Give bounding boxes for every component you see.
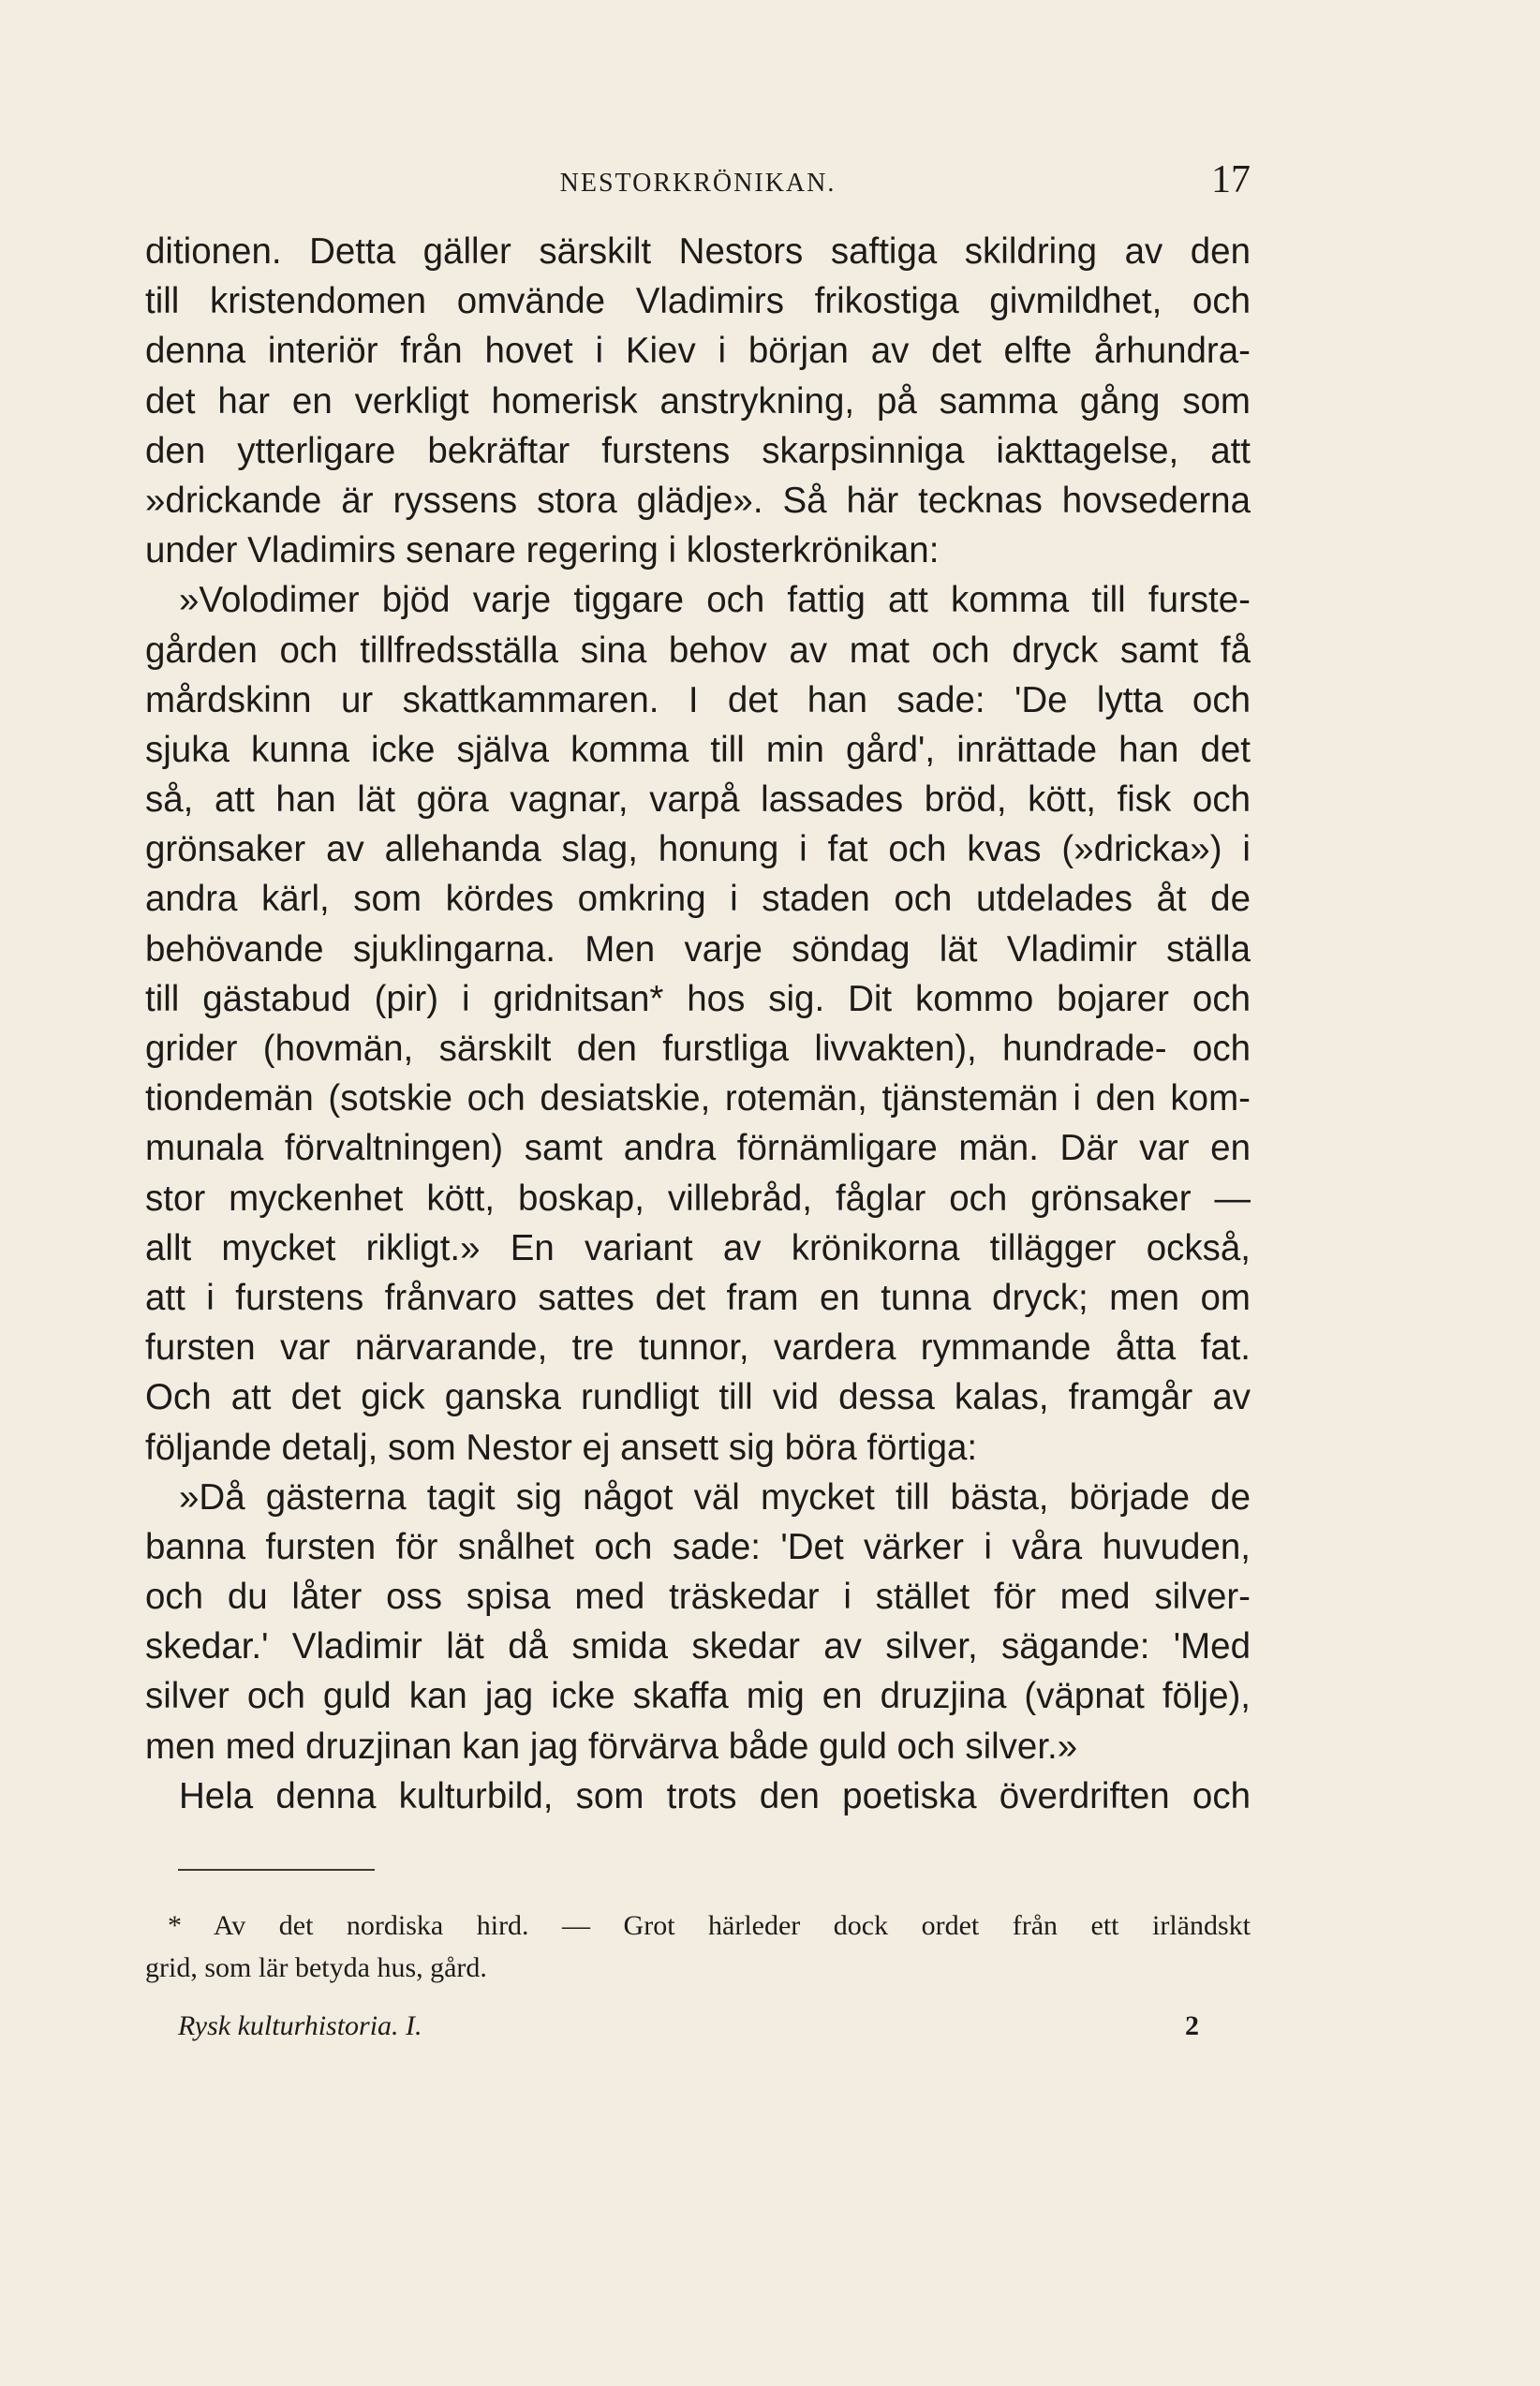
text-line: gården och tillfredsställa sina behov av mat och dryck samt få <box>145 630 1251 671</box>
text-line: följande detalj, som Nestor ej ansett sig böra förtiga: <box>145 1427 978 1468</box>
sheet-number: 2 <box>1185 2010 1199 2041</box>
printer-signature: Rysk kulturhistoria. I. <box>178 2010 422 2041</box>
text-line: den ytterligare bekräftar furstens skarpsinniga iakttagelse, att <box>145 430 1251 471</box>
text-line: mårdskinn ur skattkammaren. I det han sade: 'De lytta och <box>145 679 1251 720</box>
footnote-line: * Av det nordiska hird. — Grot härleder dock ordet från ett irländskt <box>168 1910 1251 1941</box>
text-line: »Då gästerna tagit sig något väl mycket till bästa, började de <box>179 1476 1251 1518</box>
text-line: Hela denna kulturbild, som trots den poetiska överdriften och <box>179 1775 1251 1816</box>
text-line: denna interiör från hovet i Kiev i början av det elfte århundra- <box>145 331 1251 372</box>
text-line: andra kärl, som kördes omkring i staden och utdelades åt de <box>145 879 1251 920</box>
text-line: stor myckenhet kött, boskap, villebråd, fåglar och grönsaker — <box>145 1178 1251 1219</box>
page-footer <box>178 2010 1199 2052</box>
text-line: fursten var närvarande, tre tunnor, vardera rymmande åtta fat. <box>145 1327 1251 1369</box>
text-line: silver och guld kan jag icke skaffa mig en druzjina (väpnat följe), <box>145 1676 1251 1717</box>
text-line: sjuka kunna icke själva komma till min gård', inrättade han det <box>145 729 1251 770</box>
footnote-line: grid, som lär betyda hus, gård. <box>145 1952 487 1983</box>
text-line: »drickande är ryssens stora glädje». Så här tecknas hovsederna <box>145 480 1251 521</box>
text-line: det har en verkligt homerisk anstrykning, på samma gång som <box>145 380 1251 422</box>
text-line: och du låter oss spisa med träskedar i stället för med silver- <box>145 1577 1251 1618</box>
text-line: banna fursten för snålhet och sade: 'Det värker i våra huvuden, <box>145 1526 1251 1567</box>
text-line: grider (hovmän, särskilt den furstliga livvakten), hundrade- och <box>145 1029 1251 1069</box>
running-head: NESTORKRÖNIKAN. <box>559 169 837 198</box>
text-line: allt mycket rikligt.» En variant av krönikorna tillägger också, <box>145 1227 1251 1268</box>
text-line: skedar.' Vladimir lät då smida skedar av silver, sägande: 'Med <box>145 1626 1251 1667</box>
text-line: munala förvaltningen) samt andra förnämligare män. Där var en <box>145 1128 1251 1169</box>
page-header <box>145 157 1251 214</box>
page-number: 17 <box>1211 158 1251 201</box>
footnote <box>145 1904 1251 1989</box>
text-line: så, att han lät göra vagnar, varpå lassades bröd, kött, fisk och <box>145 779 1251 821</box>
text-line: tiondemän (sotskie och desiatskie, rotemän, tjänstemän i den kom- <box>145 1078 1251 1119</box>
text-line: Och att det gick ganska rundligt till vid dessa kalas, framgår av <box>145 1377 1251 1418</box>
text-line: behövande sjuklingarna. Men varje söndag lät Vladimir ställa <box>145 928 1251 970</box>
text-line: till kristendomen omvände Vladimirs frikostiga givmildhet, och <box>145 281 1251 322</box>
footnote-divider <box>178 1869 375 1871</box>
body-text <box>145 227 1251 1821</box>
text-line: grönsaker av allehanda slag, honung i fat och kvas (»dricka») i <box>145 829 1251 870</box>
text-line: ditionen. Detta gäller särskilt Nestors saftiga skildring av den <box>145 231 1251 272</box>
text-line: att i furstens frånvaro sattes det fram en tunna dryck; men om <box>145 1277 1251 1318</box>
text-line: till gästabud (pir) i gridnitsan* hos sig. Dit kommo bojarer och <box>145 978 1251 1019</box>
text-line: men med druzjinan kan jag förvärva både guld och silver.» <box>145 1726 1078 1767</box>
text-line: »Volodimer bjöd varje tiggare och fattig att komma till furste- <box>179 580 1251 621</box>
text-line: under Vladimirs senare regering i klosterkrönikan: <box>145 530 940 571</box>
